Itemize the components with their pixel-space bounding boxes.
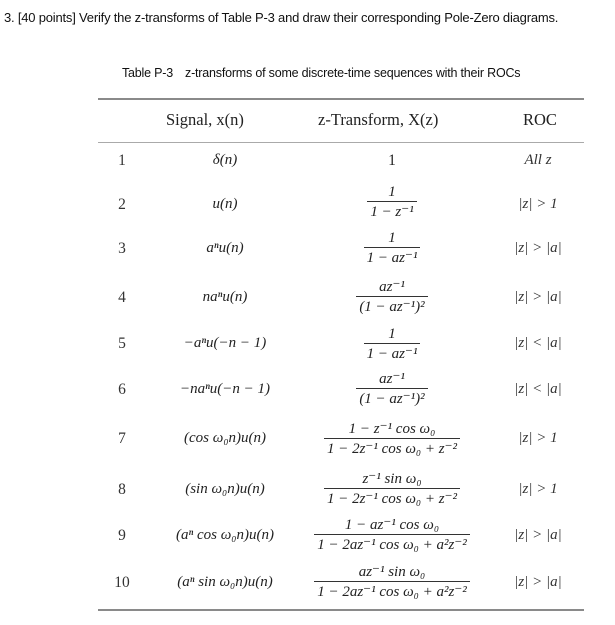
fraction [324,420,460,458]
fraction-numerator: 1 − z⁻¹ cos ω₀ [324,420,460,439]
fraction-denominator: 1 − 2z⁻¹ cos ω₀ + z⁻² [326,441,458,457]
table-caption-text: z-transforms of some discrete-time sequences with their ROCs [185,66,521,80]
row-index: 8 [118,481,126,498]
row-signal: aⁿu(n) [206,240,244,256]
row-index: 7 [118,430,126,447]
fraction-numerator: 1 [367,183,416,202]
row-z-transform [294,229,490,267]
fraction-denominator: 1 − az⁻¹ [366,250,418,266]
fraction-denominator: 1 − 2z⁻¹ cos ω₀ + z⁻² [326,491,458,507]
row-z-transform [294,420,490,458]
row-roc: |z| < |a| [514,335,562,351]
fraction-denominator: (1 − az⁻¹)² [359,299,425,315]
fraction-numerator: az⁻¹ sin ω₀ [314,563,470,582]
fraction-denominator: 1 − 2az⁻¹ cos ω₀ + a²z⁻² [317,537,467,553]
row-signal: (aⁿ cos ω₀n)u(n) [175,527,274,543]
row-signal: −naⁿu(−n − 1) [179,381,271,397]
row-roc: |z| > |a| [514,289,562,305]
row-roc: |z| < |a| [514,381,562,397]
table-number: Table P-3 [122,66,174,80]
fraction [324,470,460,508]
fraction [356,370,427,408]
fraction [364,325,421,363]
row-roc: |z| > 1 [518,196,558,212]
fraction-denominator: (1 − az⁻¹)² [359,391,425,407]
row-index: 4 [118,289,126,306]
fraction-denominator: 1 − 2az⁻¹ cos ω₀ + a²z⁻² [317,584,467,600]
fraction [356,278,427,316]
table-caption [122,66,520,80]
fraction [364,229,421,267]
table-bottom-rule [98,609,584,611]
row-signal: (aⁿ sin ω₀n)u(n) [177,574,273,590]
row-signal: (cos ω₀n)u(n) [183,430,267,446]
fraction-numerator: 1 [364,325,421,344]
header-z-transform: z-Transform, X(z) [318,110,439,129]
row-index: 2 [118,196,126,213]
row-index: 1 [118,152,126,169]
row-roc: All z [524,152,552,168]
row-z-transform [294,278,490,316]
row-z-transform [294,516,490,554]
row-signal: (sin ω₀n)u(n) [185,481,265,497]
fraction-numerator: 1 [364,229,421,248]
fraction-denominator: 1 − z⁻¹ [370,204,414,220]
row-z-transform [294,183,490,221]
fraction-numerator: az⁻¹ [356,370,427,389]
row-z-transform [294,325,490,363]
header-roc: ROC [523,110,557,129]
fraction [367,183,416,221]
row-signal: −aⁿu(−n − 1) [183,335,267,351]
fraction-numerator: 1 − az⁻¹ cos ω₀ [314,516,470,535]
fraction [314,516,470,554]
question-text: 3. [40 points] Verify the z-transforms of Table P-3 and draw their corresponding Pole-Zero diagrams. [4,10,559,25]
table-top-rule [98,98,584,100]
row-z-transform [294,470,490,508]
row-signal: u(n) [212,196,238,212]
row-index: 3 [118,240,126,257]
table-header-rule [98,142,584,143]
row-index: 6 [118,381,126,398]
row-index: 5 [118,335,126,352]
fraction-numerator: z⁻¹ sin ω₀ [324,470,460,489]
row-roc: |z| > 1 [518,481,558,497]
row-z-transform: 1 [388,152,396,169]
fraction [314,563,470,601]
row-roc: |z| > |a| [514,574,562,590]
row-roc: |z| > 1 [518,430,558,446]
row-roc: |z| > |a| [514,240,562,256]
row-roc: |z| > |a| [514,527,562,543]
header-signal: Signal, x(n) [166,110,244,129]
row-signal: naⁿu(n) [202,289,248,305]
row-z-transform [294,563,490,601]
row-signal: δ(n) [212,152,238,168]
row-z-transform [294,370,490,408]
row-index: 9 [118,527,126,544]
fraction-denominator: 1 − az⁻¹ [366,346,418,362]
fraction-numerator: az⁻¹ [356,278,427,297]
row-index: 10 [114,574,130,591]
